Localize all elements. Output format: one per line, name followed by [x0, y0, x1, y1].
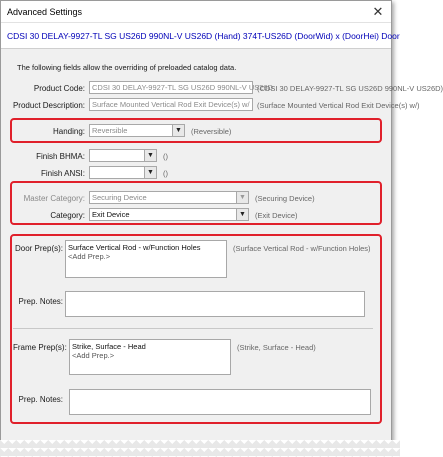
add-door-prep[interactable]: <Add Prep.>: [68, 252, 111, 261]
category-label: Category:: [50, 211, 85, 220]
torn-edge-bottom: [0, 440, 400, 457]
close-icon[interactable]: ✕: [372, 4, 384, 19]
master-category-hint: (Securing Device): [255, 194, 315, 203]
door-preps-list[interactable]: [65, 240, 227, 278]
intro-text: The following fields allow the overriding of preloaded catalog data.: [17, 63, 237, 72]
product-description-hint: (Surface Mounted Vertical Rod Exit Device(s) w/): [257, 101, 420, 110]
handing-value: Reversible: [92, 126, 128, 135]
frame-preps-list[interactable]: [69, 339, 231, 375]
product-code-hint: (CDSI 30 DELAY-9927-TL SG US26D 990NL-V US26D): [257, 84, 443, 93]
finish-bhma-select[interactable]: [89, 149, 157, 162]
chevron-down-icon[interactable]: ▼: [172, 125, 184, 136]
chevron-down-icon[interactable]: ▼: [236, 209, 248, 220]
handing-hint: (Reversible): [191, 127, 232, 136]
window-title: Advanced Settings: [7, 7, 83, 17]
product-code-label: Product Code:: [33, 84, 85, 93]
master-category-select[interactable]: [89, 191, 249, 204]
door-prep-notes-field[interactable]: [65, 291, 365, 317]
chevron-down-icon[interactable]: ▼: [144, 167, 156, 178]
category-value: Exit Device: [92, 210, 130, 219]
handing-label: Handing:: [52, 127, 85, 136]
finish-bhma-label: Finish BHMA:: [36, 152, 85, 161]
chevron-down-icon[interactable]: ▼: [236, 192, 248, 203]
door-prep-notes-label: Prep. Notes:: [18, 297, 63, 306]
chevron-down-icon[interactable]: ▼: [144, 150, 156, 161]
add-frame-prep[interactable]: <Add Prep.>: [72, 351, 115, 360]
frame-prep-notes-field[interactable]: [69, 389, 371, 415]
header-band: [1, 23, 400, 49]
master-category-value: Securing Device: [92, 193, 147, 202]
door-title: CDSI 30 DELAY-9927-TL SG US26D 990NL-V US26D (Hand) 374T-US26D (DoorWid) x (DoorHei) Door: [7, 31, 400, 41]
category-hint: (Exit Device): [255, 211, 298, 220]
handing-select[interactable]: [89, 124, 185, 137]
category-select[interactable]: [89, 208, 249, 221]
product-code-field[interactable]: CDSI 30 DELAY-9927-TL SG US26D 990NL-V US26D: [89, 81, 253, 94]
frame-prep-item[interactable]: Strike, Surface - Head: [72, 342, 146, 351]
door-preps-label: Door Prep(s):: [14, 244, 63, 253]
product-description-field[interactable]: Surface Mounted Vertical Rod Exit Device(s) w/: [89, 98, 253, 111]
finish-ansi-label: Finish ANSI:: [40, 169, 85, 178]
finish-ansi-hint: (): [163, 169, 168, 178]
frame-prep-notes-label: Prep. Notes:: [18, 395, 63, 404]
frame-preps-label: Frame Prep(s):: [13, 343, 67, 352]
prep-divider: [13, 328, 373, 329]
product-description-label: Product Description:: [12, 101, 85, 110]
master-category-label: Master Category:: [23, 194, 85, 203]
finish-ansi-select[interactable]: [89, 166, 157, 179]
door-preps-hint: (Surface Vertical Rod - w/Function Holes): [233, 244, 371, 253]
title-bar: [1, 1, 391, 23]
finish-bhma-hint: (): [163, 152, 168, 161]
frame-preps-hint: (Strike, Surface - Head): [237, 343, 316, 352]
door-prep-item[interactable]: Surface Vertical Rod - w/Function Holes: [68, 243, 201, 252]
